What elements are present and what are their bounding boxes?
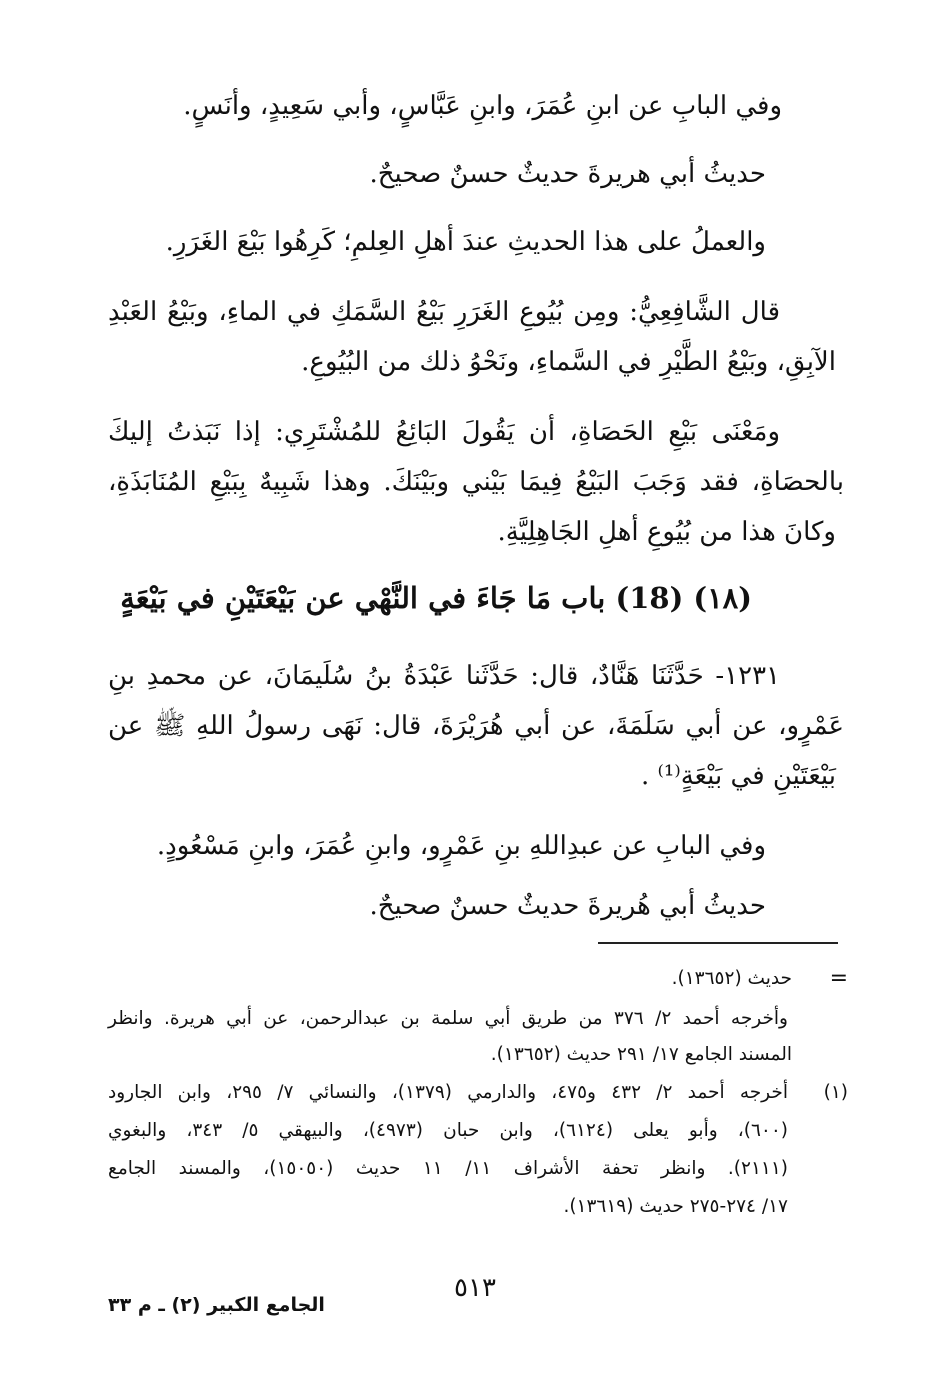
hasat-line-3: وكانَ هذا من بُيُوعِ أهلِ الجَاهِلِيَّةِ. [497,517,836,547]
paragraph-hadith-grade: حديثُ أبي هريرةَ حديثٌ حسنٌ صحيحٌ. [369,159,766,189]
shafii-line-1: قال الشَّافِعِيُّ: ومِن بُيُوعِ الغَرَرِ بَيْعُ السَّمَكِ في الماءِ، وبَيْعُ العَبْدِ [108,297,780,327]
running-footer: الجامع الكبير (٢) ـ م ٣٣ [108,1294,325,1316]
paragraph-bab-others: وفي البابِ عن ابنِ عُمَرَ، وابنِ عَبَّاسٍ، وأبي سَعِيدٍ، وأنَسٍ. [183,91,782,121]
footnote-continuation-mark: = [829,966,848,991]
footnote-1-number: (١) [823,1082,848,1103]
paragraph-practice: والعملُ على هذا الحديثِ عندَ أهلِ العِلمِ؛ كَرِهُوا بَيْعَ الغَرَرِ. [165,227,766,257]
footnote-cont-line-3: المسند الجامع ١٧/ ٢٩١ حديث (١٣٦٥٢). [490,1044,792,1065]
footnote-1-line-4: ١٧/ ٢٧٤-٢٧٥ حديث (١٣٦١٩). [563,1196,788,1217]
footnote-cont-line-1: حديث (١٣٦٥٢). [671,968,792,989]
hadith-1231-line-3: بَيْعَتَيْنِ في بَيْعَةٍ⁽¹⁾ . [640,761,836,791]
page-number: ٥١٣ [454,1273,496,1303]
chapter-heading: (١٨) (18) باب مَا جَاءَ في النَّهْي عن بَيْعَتَيْنِ في بَيْعَةٍ [120,581,752,615]
paragraph-bab-others-2: وفي البابِ عن عبدِاللهِ بنِ عَمْرٍو، وابنِ عُمَرَ، وابنِ مَسْعُودٍ. [156,831,766,861]
hasat-line-2: بالحصَاةِ، فقد وَجَبَ البَيْعُ فِيمَا بَيْني وبَيْنَكَ. وهذا شَبِيهٌ بِبَيْعِ المُنَابَذَةِ، [108,467,844,497]
footnote-cont-line-2: وأخرجه أحمد ٢/ ٣٧٦ من طريق أبي سلمة بن عبدالرحمن، عن أبي هريرة. وانظر [108,1008,788,1029]
paragraph-hadith-grade-2: حديثُ أبي هُريرةَ حديثٌ حسنٌ صحيحٌ. [369,891,766,921]
hadith-1231-line-1: ١٢٣١- حَدَّثَنَا هَنَّادٌ، قال: حَدَّثَنا عَبْدَةُ بنُ سُلَيمَانَ، عن محمدِ بنِ [108,661,780,691]
footnote-separator [598,942,838,944]
footnote-1-line-1: أخرجه أحمد ٢/ ٤٣٢ و٤٧٥، والدارمي (١٣٧٩)، والنسائي ٧/ ٢٩٥، وابن الجارود [108,1082,788,1103]
footnote-1-line-3: (٢١١١). وانظر تحفة الأشراف ١١/ ١١ حديث (١٥٠٥٠)، والمسند الجامع [108,1158,788,1179]
hasat-line-1: ومَعْنَى بَيْعِ الحَصَاةِ، أن يَقُولَ البَائِعُ للمُشْتَرِي: إذا نَبَذتُ إليكَ [108,417,780,447]
shafii-line-2: الآبِقِ، وبَيْعُ الطَّيْرِ في السَّماءِ، ونَحْوُ ذلك من البُيُوعِ. [301,347,836,377]
footnote-1-line-2: (٦٠٠)، وأبو يعلى (٦١٢٤)، وابن حبان (٤٩٧٣)، والبيهقي ٥/ ٣٤٣، والبغوي [108,1120,788,1141]
hadith-1231-line-2: عَمْرٍو، عن أبي سَلَمَةَ، عن أبي هُرَيْرَةَ، قال: نَهَى رسولُ اللهِ ﷺ عن [108,711,844,741]
